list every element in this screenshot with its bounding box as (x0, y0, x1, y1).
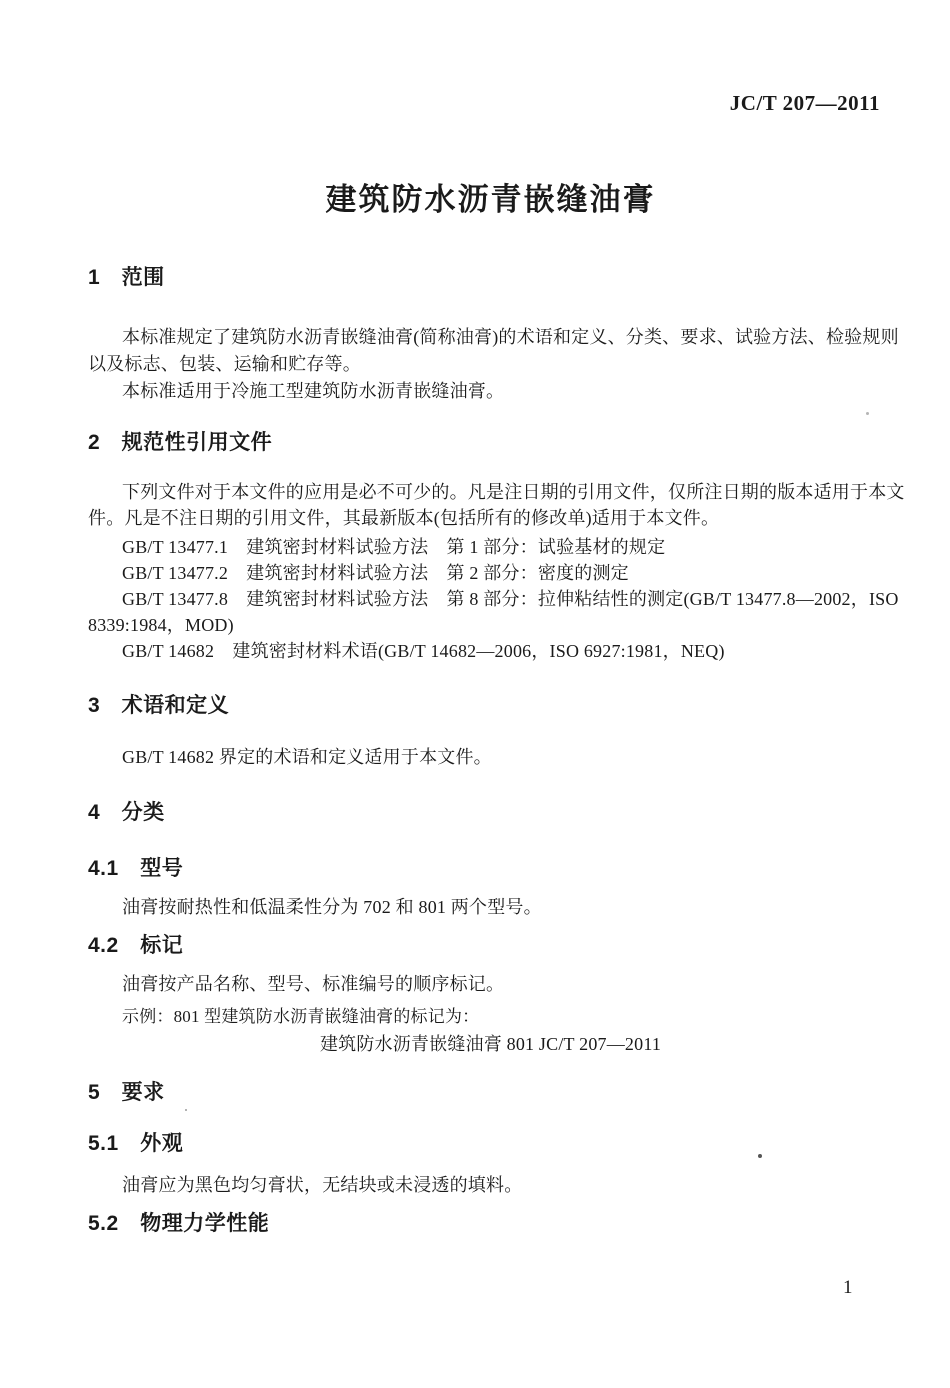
section-1-paragraph-line: 本标准规定了建筑防水沥青嵌缝油膏(简称油膏)的术语和定义、分类、要求、试验方法、检验规则 (122, 327, 899, 347)
section-2-paragraph-line: 件。凡是不注日期的引用文件，其最新版本(包括所有的修改单)适用于本文件。 (88, 508, 720, 528)
section-2-paragraph-line: 下列文件对于本文件的应用是必不可少的。凡是注日期的引用文件，仅所注日期的版本适用于本文 (122, 482, 905, 502)
example-label: 示例：801 型建筑防水沥青嵌缝油膏的标记为： (122, 1007, 480, 1026)
scan-artifact (185, 1109, 187, 1111)
section-2-heading: 2 规范性引用文件 (88, 431, 273, 454)
section-4-2-heading: 4.2 标记 (88, 934, 184, 957)
section-5-2-heading: 5.2 物理力学性能 (88, 1212, 270, 1235)
normative-reference: GB/T 13477.1 建筑密封材料试验方法 第 1 部分：试验基材的规定 (122, 537, 666, 557)
section-4-heading: 4 分类 (88, 801, 165, 824)
section-4-2-paragraph-line: 油膏按产品名称、型号、标准编号的顺序标记。 (122, 974, 505, 994)
scan-artifact (866, 412, 869, 415)
page-number: 1 (843, 1277, 853, 1298)
example-designation: 建筑防水沥青嵌缝油膏 801 JC/T 207—2011 (319, 1034, 662, 1054)
section-1-paragraph-line: 本标准适用于冷施工型建筑防水沥青嵌缝油膏。 (122, 381, 505, 401)
section-3-paragraph-line: GB/T 14682 界定的术语和定义适用于本文件。 (122, 747, 492, 767)
section-5-heading: 5 要求 (88, 1081, 165, 1104)
scan-artifact (758, 1154, 762, 1158)
doc-code: JC/T 207—2011 (729, 91, 880, 115)
section-5-1-heading: 5.1 外观 (88, 1132, 184, 1155)
section-4-1-heading: 4.1 型号 (88, 857, 184, 880)
section-5-1-paragraph-line: 油膏应为黑色均匀膏状，无结块或未浸透的填料。 (122, 1175, 523, 1195)
section-1-heading: 1 范围 (88, 266, 165, 289)
normative-reference: GB/T 14682 建筑密封材料术语(GB/T 14682—2006，ISO 6927:1981，NEQ) (122, 641, 725, 661)
section-3-heading: 3 术语和定义 (88, 694, 230, 717)
section-4-1-paragraph-line: 油膏按耐热性和低温柔性分为 702 和 801 两个型号。 (122, 897, 542, 917)
normative-reference: GB/T 13477.2 建筑密封材料试验方法 第 2 部分：密度的测定 (122, 563, 629, 583)
document-title: 建筑防水沥青嵌缝油膏 (325, 182, 656, 217)
normative-reference: GB/T 13477.8 建筑密封材料试验方法 第 8 部分：拉伸粘结性的测定(GB/T 13477.8—2002，ISO (122, 589, 899, 609)
normative-reference-wrap: 8339:1984，MOD) (88, 615, 234, 635)
section-1-paragraph-line: 以及标志、包装、运输和贮存等。 (88, 354, 361, 374)
